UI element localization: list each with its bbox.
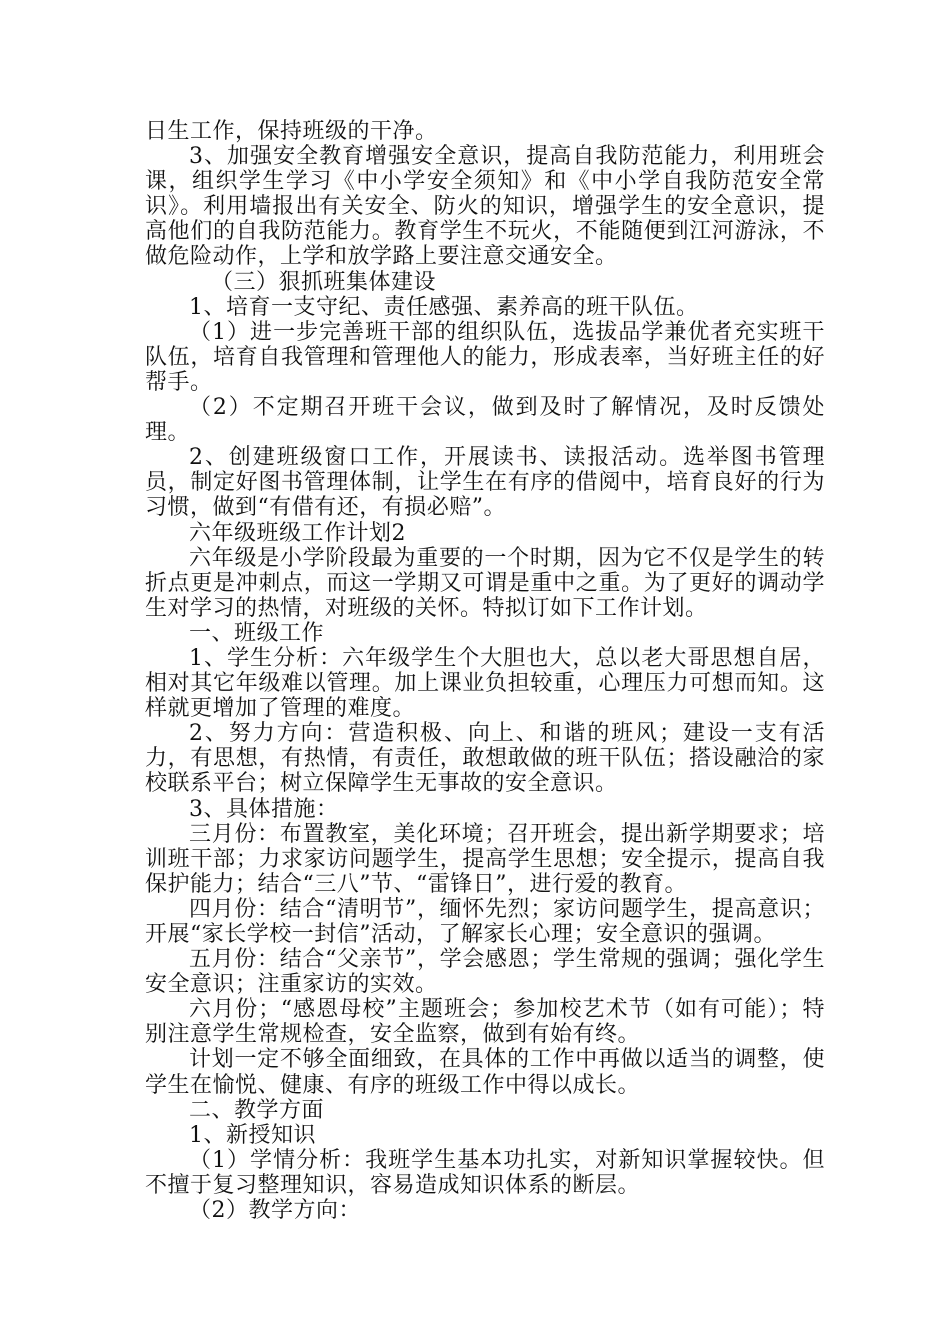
section-heading: 一、班级工作 <box>189 620 325 646</box>
document-body <box>145 119 825 1223</box>
paragraph: 六月份；“感恩母校”主题班会；参加校艺术节（如有可能）；特别注意学生常规检查，安全监察，做到有始有终。 <box>145 997 825 1048</box>
paragraph: 计划一定不够全面细致，在具体的工作中再做以适当的调整，使学生在愉悦、健康、有序的班级工作中得以成长。 <box>145 1047 825 1098</box>
paragraph: 三月份：布置教室，美化环境；召开班会，提出新学期要求；培训班干部；力求家访问题学生，提高学生思想；安全提示，提高自我保护能力；结合“三八”节、“雷锋日”，进行爱的教育。 <box>145 821 825 897</box>
paragraph: 2、努力方向：营造积极、向上、和谐的班风；建设一支有活力，有思想，有热情，有责任，敢想敢做的班干队伍；搭设融洽的家校联系平台；树立保障学生无事故的安全意识。 <box>145 721 825 797</box>
document-title: 六年级班级工作计划2 <box>189 520 406 546</box>
paragraph: 五月份：结合“父亲节”，学会感恩；学生常规的强调；强化学生安全意识；注重家访的实效。 <box>145 947 825 998</box>
paragraph: 3、加强安全教育增强安全意识，提高自我防范能力，利用班会课，组织学生学习《中小学安全须知》和《中小学自我防范安全常识》。利用墙报出有关安全、防火的知识，增强学生的安全意识，提高他们的自我防范能力。教育学生不玩火，不能随便到江河游泳，不做危险动作，上学和放学路上要注意交通安全。 <box>145 144 825 270</box>
paragraph: 1、新授知识 <box>189 1122 316 1148</box>
section-heading: 二、教学方面 <box>189 1097 325 1123</box>
paragraph: （1）学情分析：我班学生基本功扎实，对新知识掌握较快。但不擅于复习整理知识，容易造成知识体系的断层。 <box>145 1147 825 1198</box>
paragraph: 1、培育一支守纪、责任感强、素养高的班干队伍。 <box>189 294 699 320</box>
paragraph: 1、学生分析：六年级学生个大胆也大，总以老大哥思想自居，相对其它年级难以管理。加上课业负担较重，心理压力可想而知。这样就更增加了管理的难度。 <box>145 645 825 722</box>
paragraph: 六年级是小学阶段最为重要的一个时期，因为它不仅是学生的转折点更是冲刺点，而这一学期又可谓是重中之重。为了更好的调动学生对学习的热情，对班级的关怀。特拟订如下工作计划。 <box>145 545 825 621</box>
paragraph: 日生工作，保持班级的干净。 <box>145 119 438 144</box>
section-heading: （三）狠抓班集体建设 <box>211 269 437 295</box>
paragraph: （2）教学方向： <box>189 1198 361 1224</box>
paragraph: （1）进一步完善班干部的组织队伍，选拔品学兼优者充实班干队伍，培育自我管理和管理他人的能力，形成表率，当好班主任的好帮手。 <box>145 319 825 395</box>
paragraph: 四月份：结合“清明节”，缅怀先烈；家访问题学生，提高意识；开展“家长学校一封信”活动，了解家长心理；安全意识的强调。 <box>145 896 825 947</box>
paragraph: 2、创建班级窗口工作，开展读书、读报活动。选举图书管理员，制定好图书管理体制，让学生在有序的借阅中，培育良好的行为习惯，做到“有借有还，有损必赔”。 <box>145 445 825 521</box>
paragraph: （2）不定期召开班干会议，做到及时了解情况，及时反馈处理。 <box>145 395 825 446</box>
paragraph: 3、具体措施： <box>189 796 339 822</box>
